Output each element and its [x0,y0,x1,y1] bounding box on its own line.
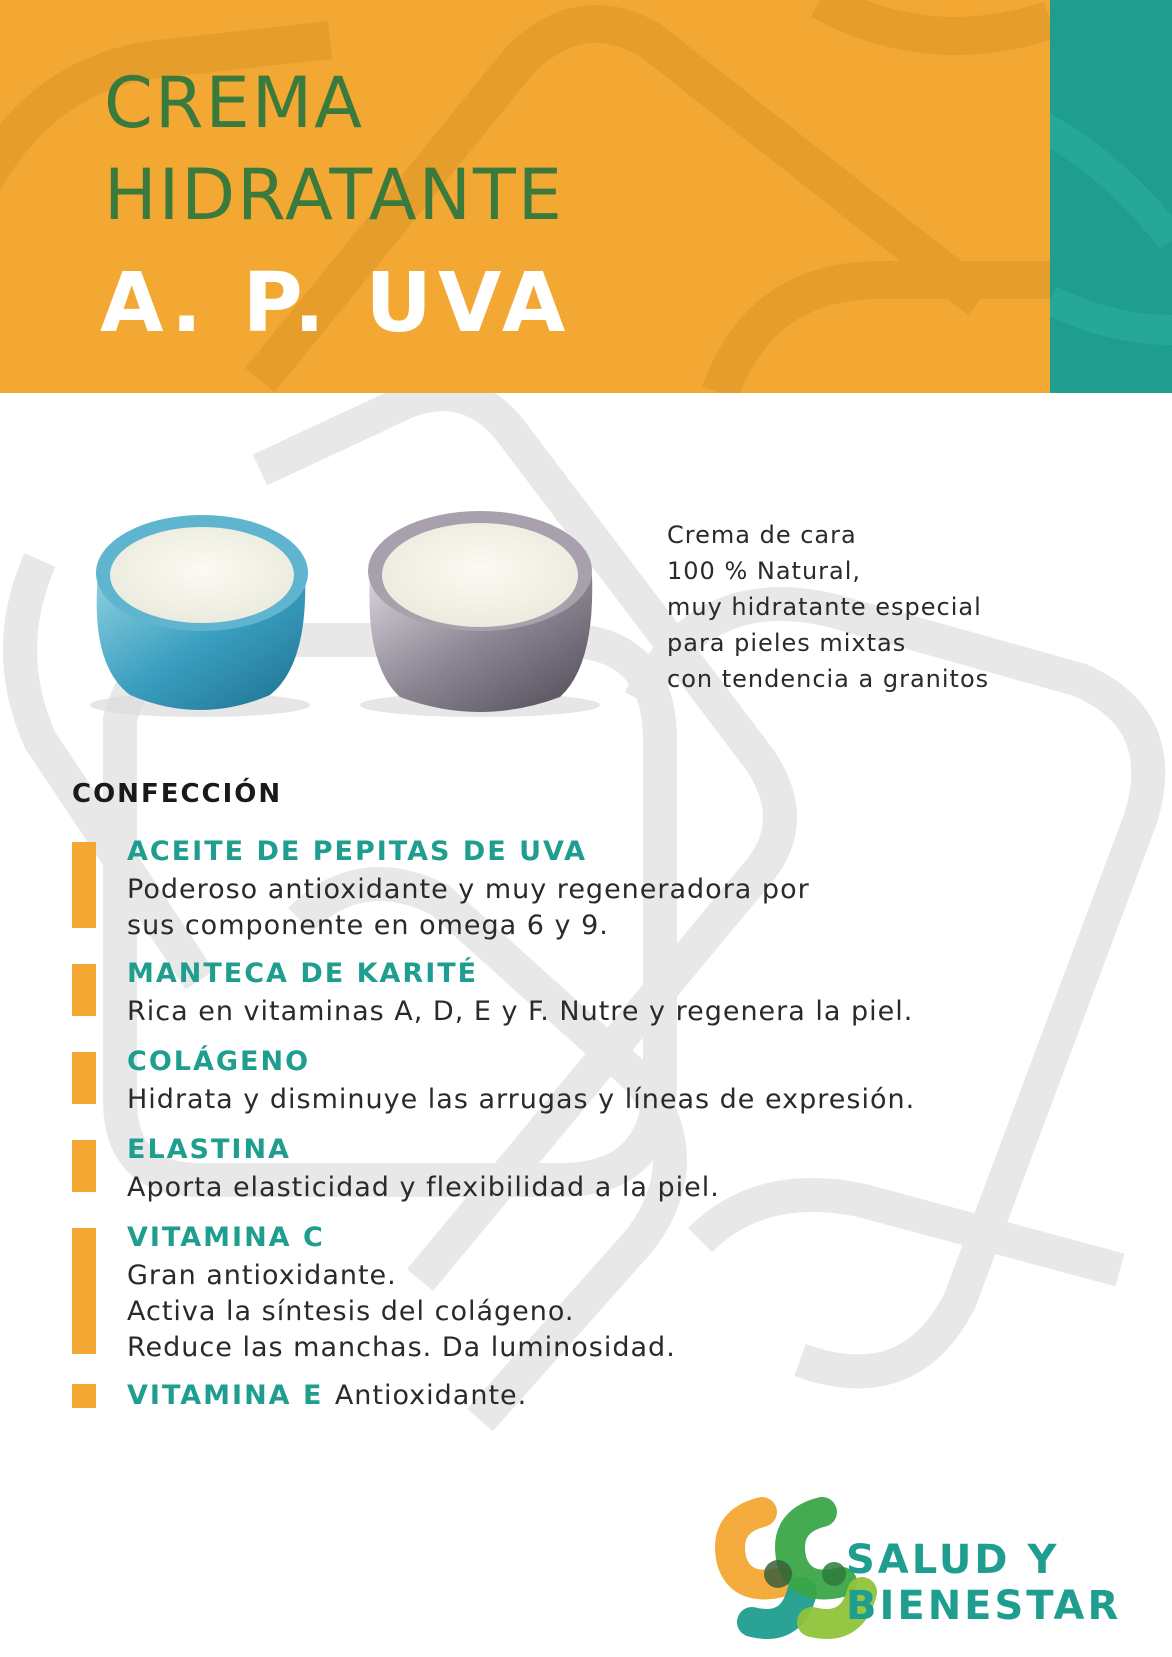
intro-line: Crema de cara [667,521,857,549]
ingredient-bullet-bar [72,1140,96,1192]
ingredient-desc-line: Aporta elasticidad y flexibilidad a la piel. [127,1172,720,1203]
accent-pattern [1050,0,1172,393]
ingredient-description [127,872,810,944]
intro-line: 100 % Natural, [667,557,862,585]
ingredient-desc-line: Reduce las manchas. Da luminosidad. [127,1332,676,1363]
ingredient-name: ACEITE DE PEPITAS DE UVA [127,836,587,867]
intro-line: muy hidratante especial [667,593,982,621]
ingredient-bullet-bar [72,964,96,1016]
ingredient-description [127,1258,676,1366]
ingredient-description [127,994,913,1030]
title-line-2: HIDRATANTE [104,154,564,236]
ingredient-bullet-bar [72,1384,96,1408]
ingredient-name: MANTECA DE KARITÉ [127,958,479,989]
header-teal-accent [1050,0,1172,393]
ingredient-name: VITAMINA E [127,1380,324,1411]
ingredient-desc-line: Poderoso antioxidante y muy regeneradora por [127,874,810,905]
title-line-1: CREMA [104,62,365,144]
ingredient-name: ELASTINA [127,1134,291,1165]
brand-name-line-1: SALUD Y [846,1537,1060,1583]
ingredient-description [127,1082,915,1118]
product-intro [667,517,989,697]
ingredient-desc-line: Gran antioxidante. [127,1260,397,1291]
intro-line: con tendencia a granitos [667,665,990,693]
title-line-3-product: A. P. UVA [100,256,572,351]
ingredient-desc-line: Hidrata y disminuye las arrugas y líneas de expresión. [127,1084,916,1115]
ingredient-name-inline [127,1380,527,1411]
ingredient-desc-line: sus componente en omega 6 y 9. [127,910,609,941]
ingredient-bullet-bar [72,842,96,928]
ingredient-name: VITAMINA C [127,1222,325,1253]
ingredient-name: COLÁGENO [127,1046,311,1077]
ingredient-bullet-bar [72,1228,96,1354]
ingredient-bullet-bar [72,1052,96,1104]
ingredient-description [127,1170,720,1206]
product-jars-image [80,505,600,725]
section-title-confeccion: CONFECCIÓN [72,779,283,809]
ingredient-description: Antioxidante. [334,1380,528,1411]
brand-name-line-2: BIENESTAR [846,1583,1122,1629]
intro-line: para pieles mixtas [667,629,907,657]
ingredient-desc-line: Activa la síntesis del colágeno. [127,1296,575,1327]
ingredient-desc-line: Rica en vitaminas A, D, E y F. Nutre y regenera la piel. [127,996,914,1027]
